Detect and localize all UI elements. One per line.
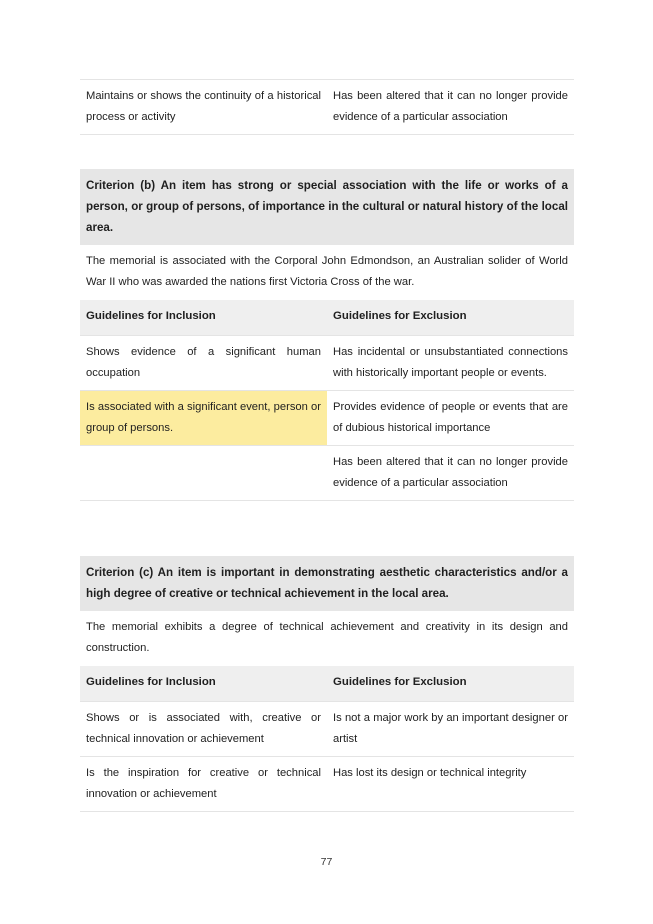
exclusion-cell: Has lost its design or technical integrity	[333, 767, 527, 779]
inclusion-cell: Shows evidence of a significant human occupation	[86, 346, 321, 379]
exclusion-cell: Has been altered that it can no longer provide evidence of a particular association	[333, 90, 568, 123]
table-header-row	[80, 666, 574, 701]
column-header-exclusion: Guidelines for Exclusion	[333, 310, 467, 322]
table-row	[80, 390, 574, 445]
exclusion-cell: Has incidental or unsubstantiated connections with historically important people or events.	[333, 346, 568, 379]
criterion-b-description: The memorial is associated with the Corporal John Edmondson, an Australian solider of World War II who was awarded the nations first Victoria Cross of the war.	[80, 245, 574, 300]
table-row	[80, 335, 574, 390]
table-row	[80, 701, 574, 756]
criterion-c-section	[80, 556, 574, 812]
highlighted-inclusion-cell: Is associated with a significant event, person or group of persons.	[80, 391, 327, 445]
exclusion-cell: Provides evidence of people or events that are of dubious historical importance	[333, 401, 568, 434]
inclusion-cell: Is the inspiration for creative or technical innovation or achievement	[86, 767, 321, 800]
continued-guidelines-table	[80, 79, 574, 135]
criterion-b-heading: Criterion (b) An item has strong or special association with the life or works of a person, or group of persons, of importance in the cultural or natural history of the local area.	[80, 169, 574, 245]
criterion-b-section	[80, 169, 574, 501]
table-header-row	[80, 300, 574, 335]
column-header-exclusion: Guidelines for Exclusion	[333, 676, 467, 688]
column-header-inclusion: Guidelines for Inclusion	[86, 310, 216, 322]
exclusion-cell: Has been altered that it can no longer provide evidence of a particular association	[333, 456, 568, 489]
column-header-inclusion: Guidelines for Inclusion	[86, 676, 216, 688]
page-number: 77	[320, 856, 333, 868]
inclusion-cell	[80, 446, 327, 500]
inclusion-cell: Maintains or shows the continuity of a historical process or activity	[86, 90, 321, 123]
criterion-c-heading: Criterion (c) An item is important in demonstrating aesthetic characteristics and/or a high degree of creative or technical achievement in the local area.	[80, 556, 574, 611]
table-row	[80, 445, 574, 501]
criterion-c-description: The memorial exhibits a degree of technical achievement and creativity in its design and construction.	[80, 611, 574, 666]
table-row	[80, 756, 574, 812]
inclusion-cell: Shows or is associated with, creative or technical innovation or achievement	[86, 712, 321, 745]
exclusion-cell: Is not a major work by an important designer or artist	[333, 712, 568, 745]
table-row	[80, 79, 574, 135]
